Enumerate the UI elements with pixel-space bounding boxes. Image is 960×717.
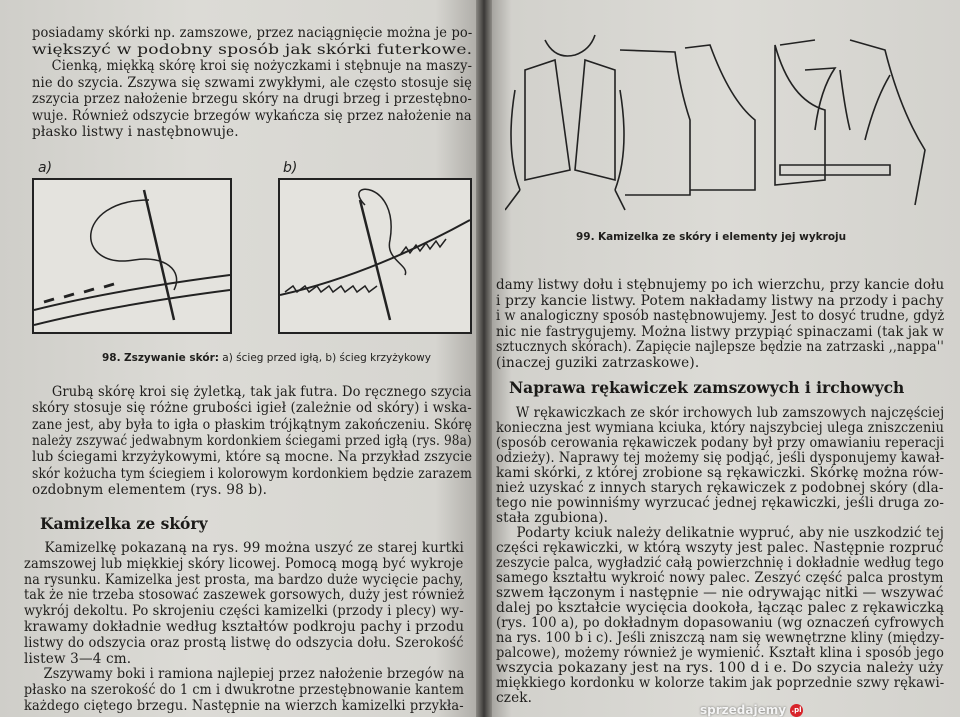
text-line: i w analogiczny sposób nastębnowujemy. Jest to dosyć trudne, gdyż	[496, 308, 945, 324]
text-line: listew 3—4 cm.	[24, 650, 132, 667]
text-line: miękkiego kordonku w kolorze takim jak poprzednie szwy rękawi-	[496, 675, 945, 691]
text-line: posiadamy skórki np. zamszowe, przez naciągnięcie można je po-	[32, 25, 473, 41]
text-line: nic nie fastrygujemy. Można listwy przypiąć spinaczami (tak jak w	[496, 323, 944, 340]
text-line: większyć w podobny sposób jak skórki futerkowe.	[32, 41, 473, 58]
figure-98b-cross-stitch	[278, 178, 472, 334]
text-line: płasko na szerokość do 1 cm i dwukrotne przestębnowanie kantem	[24, 682, 465, 699]
text-line: konieczna jest wymiana kciuka, który najszybciej ulega zniszczeniu	[496, 420, 945, 436]
text-line: odzieży). Naprawy tej możemy się podjąć, jeśli dysponujemy kawał-	[496, 450, 945, 466]
text-line: Zszywamy boki i ramiona najlepiej przez nałożenie brzegów na	[24, 666, 465, 683]
text-line: krawamy dokładnie według kształtów podkroju pachy i przodu	[24, 619, 465, 635]
watermark-badge: .pl	[790, 704, 803, 717]
text-line: tego nie powinniśmy wyrzucać jednej rękawiczki, jeśli druga zo-	[496, 495, 945, 511]
caption-title: Kamizelka ze skóry i elementy jej wykroju	[597, 231, 847, 243]
text-line: zeszycie palca, wygładzić całą powierzchnię i dokładnie według tego	[496, 555, 944, 571]
text-line: stała zgubiona).	[496, 510, 609, 526]
text-line: czek.	[496, 690, 533, 706]
text-line: Kamizelkę pokazaną na rys. 99 można uszyć ze starej kurtki	[24, 540, 464, 556]
text-line: wszycia pokazany jest na rys. 100 d i e. Do szycia należy uży	[496, 660, 944, 676]
text-line: palcowe), możemy również je wymienić. Kształt klina i sposób jego	[496, 645, 945, 661]
figure-99-vest-pattern	[505, 30, 945, 225]
section-heading-naprawa: Naprawa rękawiczek zamszowych i irchowych	[509, 378, 905, 397]
text-line: listwy do odszycia oraz prostą listwę do odszycia dołu. Szerokość	[24, 634, 464, 651]
text-line: nież uzyskać z innych starych rękawiczek z podobnej skóry (dla-	[496, 480, 944, 496]
needle-illustration	[34, 180, 230, 332]
text-line: na rys. 100 b i c). Jeśli zniszczą nam się wewnętrzne kliny (między-	[496, 630, 945, 646]
text-line: (inaczej guziki zatrzaskowe).	[496, 354, 700, 371]
text-line: nie do szycia. Zszywa się szwami zwykłymi, ale często stosuje się	[32, 74, 472, 91]
text-line: (sposób cerowania rękawiczek podany był przy omawianiu reperacji	[496, 435, 945, 451]
text-line: należy zszywać jedwabnym kordonkiem ściegami przed igłą (rys. 98a)	[32, 432, 472, 449]
watermark-logo: sprzedajemy	[700, 703, 787, 717]
caption-number: 98.	[102, 352, 121, 364]
text-line: wuje. Również odszycie brzegów wykańcza się przez nałożenie na	[32, 107, 472, 124]
text-line: skór kożucha tym ściegiem i kolorowym kordonkiem będzie zarazem	[32, 465, 472, 482]
text-line: kami skórki, z której zrobione są rękawiczki. Skórkę można rów-	[496, 465, 944, 481]
text-line: szwem łączonym i następnie — nie odrywając nitki — wszywać	[496, 585, 944, 601]
text-line: Podarty kciuk należy delikatnie wypruć, aby nie uszkodzić tej	[496, 525, 945, 541]
figure-99-caption	[576, 231, 846, 243]
text-line: i przy kancie listwy. Potem nakładamy listwy na przody i pachy	[496, 292, 944, 309]
figure-98b-label: b)	[283, 160, 298, 176]
caption-number: 99.	[576, 231, 595, 243]
text-line: Grubą skórę kroi się żyletką, tak jak futra. Do ręcznego szycia	[32, 384, 472, 400]
text-line: wykrój dekoltu. Po skrojeniu części kamizelki (przody i plecy) wy-	[24, 603, 464, 620]
section-heading-kamizelka: Kamizelka ze skóry	[40, 514, 208, 533]
figure-98a-label: a)	[38, 160, 53, 176]
text-line: W rękawiczkach ze skór irchowych lub zamszowych najczęściej	[496, 405, 945, 421]
text-line: (rys. 100 a), po dokładnym dopasowaniu (wg oznaczeń cyfrowych	[496, 615, 945, 631]
text-line: każdego ciętego brzegu. Następnie na wierzch kamizelki przykła-	[24, 698, 464, 714]
cross-stitch-illustration	[280, 180, 470, 332]
text-line: ozdobnym elementem (rys. 98 b).	[32, 481, 268, 498]
text-line: tak że nie trzeba stosować zaszewek gorsowych, duży jest również	[24, 587, 465, 604]
text-line: skóry stosuje się różne grubości igieł (zależnie od skóry) i wska-	[32, 400, 472, 417]
text-line: sztucznych skórach). Zapięcie najlepsze będzie na zatrzaski ,,nappa''	[496, 339, 944, 355]
caption-title: Zszywanie skór:	[123, 352, 219, 364]
text-line: płasko listwy i nastębnowuje.	[32, 124, 239, 140]
text-line: lub ściegami krzyżykowymi, które są mocne. Na przykład zszycie	[32, 449, 473, 466]
caption-text: a) ścieg przed igłą, b) ścieg krzyżykowy	[222, 352, 431, 364]
text-line: samego kształtu wykroić nowy palec. Zeszyć część palca prostym	[496, 570, 944, 586]
text-line: zszycia przez nałożenie brzegu skóry na drugi brzeg i przestębno-	[32, 91, 472, 107]
figure-98-caption	[102, 352, 431, 364]
text-line: Cienką, miękką skórę kroi się nożyczkami i stębnuje na maszy-	[32, 58, 473, 74]
text-line: części rękawiczki, w którą wszyty jest palec. Następnie rozpruć	[496, 540, 944, 556]
text-line: na rysunku. Kamizelka jest prosta, ma bardzo duże wycięcie pachy,	[24, 571, 464, 588]
text-line: dalej po kształcie wycięcia dookoła, łącząc palec z rękawiczką	[496, 600, 945, 616]
text-line: zamszowej lub miękkiej skóry licowej. Pomocą mogą być wykroje	[24, 555, 464, 572]
figure-98a-running-stitch	[32, 178, 232, 334]
text-line: zane jest, aby była to igła o płaskim trójkątnym zakończeniu. Skórę	[32, 416, 472, 433]
text-line: damy listwy dołu i stębnujemy po ich wierzchu, przy kancie dołu	[496, 277, 945, 293]
book-gutter	[476, 0, 492, 717]
